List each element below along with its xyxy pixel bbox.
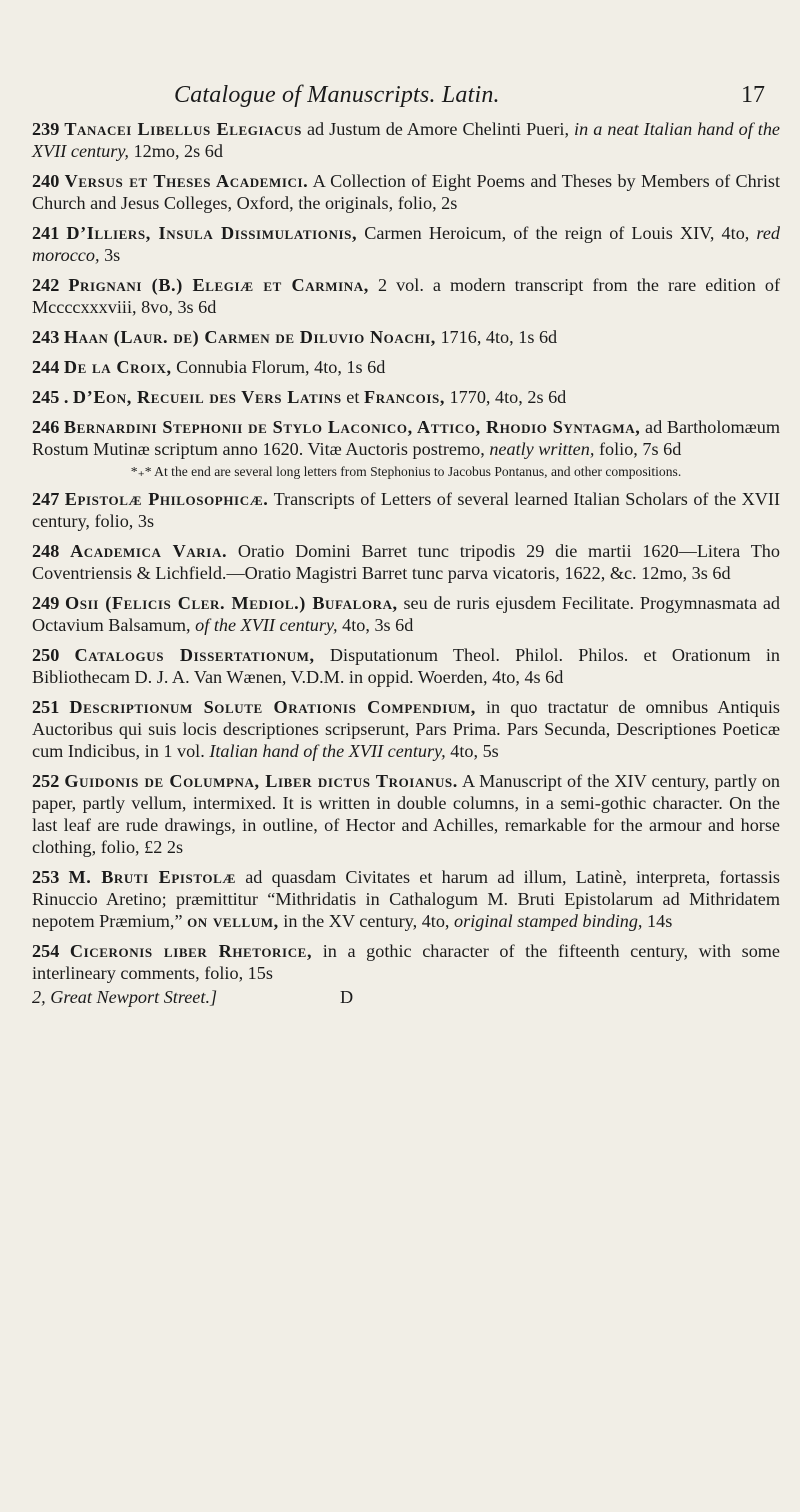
entry-description: neatly written, [489, 439, 595, 459]
catalogue-entry [32, 592, 780, 636]
entry-title: Ciceronis liber Rhetorice, [69, 941, 313, 961]
entry-text: ad Justum de Amore Chelinti Pueri, [301, 119, 575, 139]
entry-text: ad quasdam Civitates et harum ad illum, Latinè, interpreta, fortassis Rinuccio Aretino; præmittitur “Mithridatis in Cathalogum M. Bruti Epistolarum ad Mithridatem nepotem Præmium,” [32, 867, 780, 931]
entry-number: 246 [32, 417, 60, 437]
entry-title: Guidonis de Columpna, Liber dictus Troianus. [64, 771, 458, 791]
entry-number: 243 [32, 327, 60, 347]
entry-text: Disputationum Theol. Philol. Philos. et Orationum in Bibliothecam D. J. A. Van Wænen, V.D.M. in oppid. Woerden, 4to, 4s 6d [32, 645, 781, 687]
entry-description: red morocco, [32, 223, 780, 265]
entries-list-a [32, 118, 780, 460]
footnote: *₊* At the end are several long letters from Stephonius to Jacobus Pontanus, and other compositions. [130, 464, 682, 479]
entry-title: Epistolæ Philosophicæ. [64, 489, 269, 509]
entry-text: et [341, 387, 364, 407]
entry-title: D’Illiers, Insula Dissimulationis, [66, 223, 358, 243]
entry-number: 240 [32, 171, 60, 191]
entry-number: 250 [32, 645, 60, 665]
entry-title: Catalogus Dissertationum, [74, 645, 315, 665]
entry-text: 1716, 4to, 1s 6d [435, 327, 558, 347]
entry-text: Oratio Domini Barret tunc tripodis 29 die martii 1620—Litera Tho Coventriensis & Lichfield.—Oratio Magistri Barret tunc parva vicatoris, 1622, &c. 12mo, 3s 6d [32, 541, 780, 583]
catalogue-entry [32, 540, 780, 584]
entry-text-2: 1770, 4to, 2s 6d [445, 387, 567, 407]
catalogue-entry [32, 356, 780, 378]
imprint: 2, Great Newport Street.] [32, 987, 218, 1007]
entry-number: 248 [32, 541, 60, 561]
catalogue-entry [32, 326, 780, 348]
entry-description: of the XVII century, [195, 615, 338, 635]
entry-price: 14s [642, 911, 673, 931]
catalogue-entry [32, 940, 780, 984]
entry-number: 247 [32, 489, 60, 509]
entry-text: Carmen Heroicum, of the reign of Louis XIV, 4to, [357, 223, 757, 243]
entry-number: 239 [32, 119, 60, 139]
entry-number: 249 [32, 593, 60, 613]
entry-price: 4to, 5s [445, 741, 499, 761]
catalogue-entry [32, 170, 780, 214]
entry-price: 12mo, 2s 6d [128, 141, 223, 161]
page-number: 17 [741, 82, 765, 108]
running-header [32, 82, 780, 118]
entry-title-2: on vellum, [187, 911, 279, 931]
entry-number: 244 [32, 357, 60, 377]
entry-number: 252 [32, 771, 60, 791]
signature-mark: D [340, 987, 354, 1007]
entry-number: 242 [32, 275, 60, 295]
entry-text: 2 vol. a modern transcript from the rare edition of Mccccxxxviii, 8vo, 3s 6d [32, 275, 780, 317]
catalogue-entry [32, 488, 780, 532]
entry-text: Connubia Florum, 4to, 1s 6d [171, 357, 386, 377]
entry-title: Descriptionum Solute Orationis Compendium, [69, 697, 476, 717]
page-footer [32, 986, 780, 1008]
catalogue-entry [32, 644, 780, 688]
page-title: Catalogue of Manuscripts. Latin. [174, 82, 500, 108]
entry-title: Tanacei Libellus Elegiacus [64, 119, 302, 139]
entry-title: Prignani (B.) Elegiæ et Carmina, [68, 275, 369, 295]
catalogue-entry [32, 118, 780, 162]
entry-text: Transcripts of Letters of several learned Italian Scholars of the XVII century, folio, 3s [32, 489, 781, 531]
catalogue-entry [32, 274, 780, 318]
entry-number: 254 [32, 941, 60, 961]
entry-title: Osii (Felicis Cler. Mediol.) Bufalora, [65, 593, 398, 613]
catalogue-page [32, 82, 780, 1008]
catalogue-entry [32, 386, 780, 408]
entry-text-2: in the XV century, 4to, [278, 911, 455, 931]
catalogue-entry [32, 770, 780, 858]
entry-text: in a gothic character of the fifteenth century, with some interlineary comments, folio, 15s [32, 941, 781, 983]
catalogue-entry [32, 866, 780, 932]
entry-text: ad Bartholomæum Rostum Mutinæ scriptum anno 1620. Vitæ Auctoris postremo, [32, 417, 781, 459]
entry-description: original stamped binding, [454, 911, 643, 931]
catalogue-entry [32, 696, 780, 762]
entry-description: Italian hand of the XVII century, [209, 741, 446, 761]
entry-text: A Manuscript of the XIV century, partly on paper, partly vellum, intermixed. It is written in double columns, in a semi-gothic character. On the last leaf are rude drawings, in outline, of Hector and Achilles, remarkable for the armour and horse clothing, folio, £2 2s [32, 771, 781, 857]
entry-price: folio, 7s 6d [594, 439, 682, 459]
entry-number: 241 [32, 223, 60, 243]
catalogue-entry [32, 222, 780, 266]
catalogue-entry [32, 416, 780, 460]
entry-text: in quo tractatur de omnibus Antiquis Auctoribus qui suis locis descriptiones scripserunt, Pars Prima. Pars Secunda, Descriptiones Poeticæ cum Indicibus, in 1 vol. [32, 697, 780, 761]
entry-title: Bernardini Stephonii de Stylo Laconico, Attico, Rhodio Syntagma, [63, 417, 641, 437]
entry-title-2: Francois, [363, 387, 445, 407]
entry-text: A Collection of Eight Poems and Theses by Members of Christ Church and Jesus Colleges, Oxford, the originals, folio, 2s [32, 171, 781, 213]
entry-price: 4to, 3s 6d [337, 615, 414, 635]
entry-title: D’Eon, Recueil des Vers Latins [72, 387, 342, 407]
entry-number: 251 [32, 697, 60, 717]
entry-title: Versus et Theses Academici. [64, 171, 309, 191]
entries-list-b [32, 488, 780, 984]
entry-text: seu de ruris ejusdem Fecilitate. Progymnasmata ad Octavium Balsamum, [32, 593, 780, 635]
entry-title: Haan (Laur. de) Carmen de Diluvio Noachi, [63, 327, 436, 347]
entry-number: 245 . [32, 387, 69, 407]
entry-number: 253 [32, 867, 60, 887]
entry-description: in a neat Italian hand of the XVII century, [32, 119, 781, 161]
entry-title: Academica Varia. [70, 541, 228, 561]
entry-title: M. Bruti Epistolæ [68, 867, 237, 887]
entry-title: De la Croix, [63, 357, 172, 377]
entry-price: 3s [99, 245, 121, 265]
